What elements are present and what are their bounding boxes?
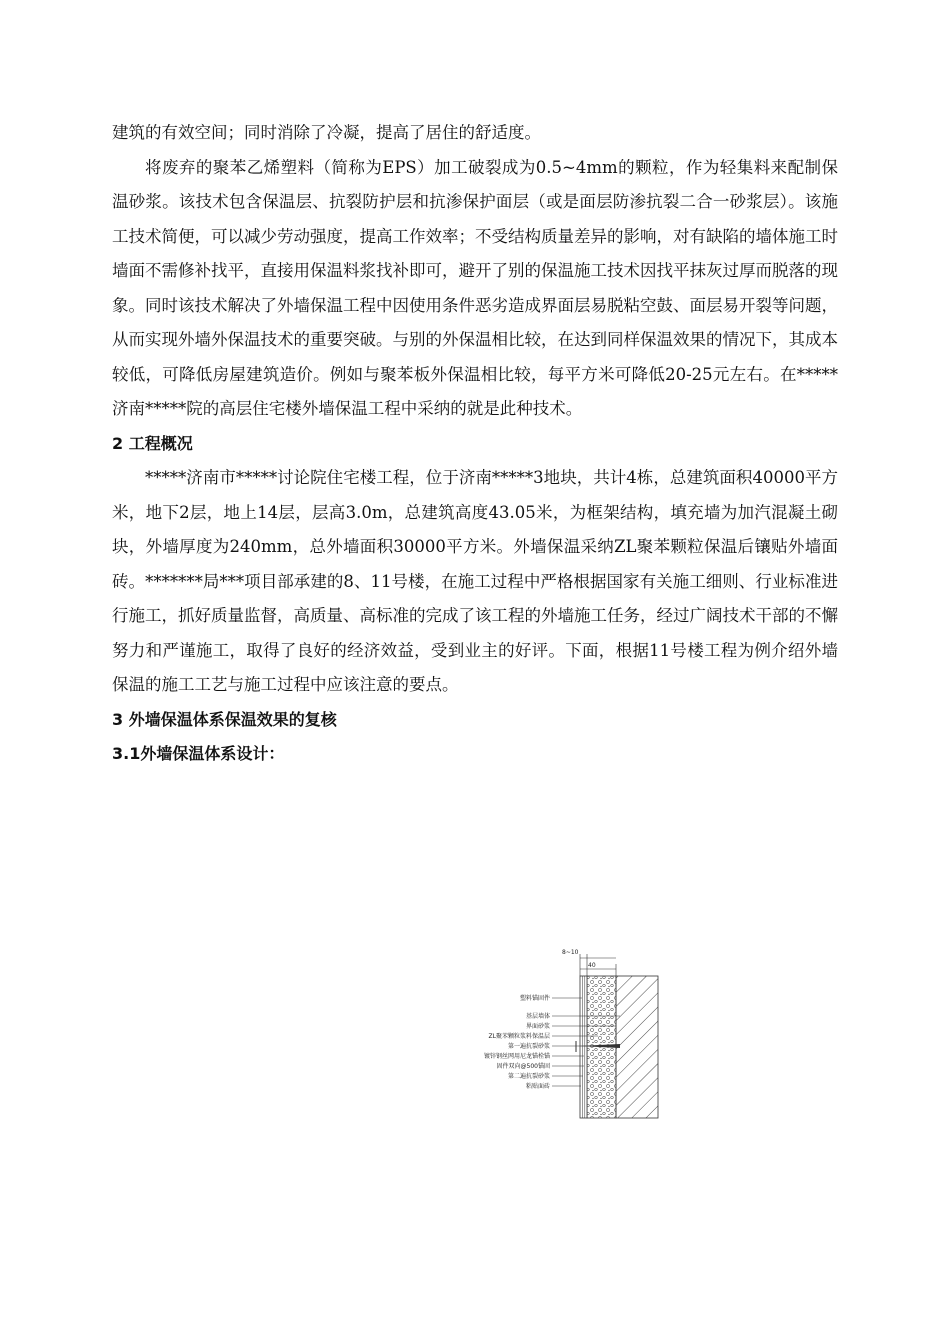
heading-insulation-check: 3 外墙保温体系保温效果的复核: [112, 709, 337, 729]
heading-project-overview: 2 工程概况: [112, 433, 193, 453]
wall-section-drawing: [470, 940, 670, 1130]
dimension-label-insulation: 40: [588, 962, 596, 969]
label-anchor-spacing: 固件双向@500锚固: [496, 1063, 550, 1070]
dimension-label-finish: 8~10: [562, 949, 579, 956]
label-interface-mortar: 界面砂浆: [525, 1023, 550, 1030]
label-second-crack-mortar: 第二遍抗裂砂浆: [507, 1073, 550, 1080]
paragraph-continued: 建筑的有效空间；同时消除了冷凝，提高了居住的舒适度。: [112, 123, 541, 142]
paragraph-project-overview: *****济南市*****讨论院住宅楼工程，位于济南*****3地块，共计4栋，总建筑面积40000平方米，地下2层，地上14层，层高3.0m，总建筑高度43.05米，为框架结构，填充墙为加汽混凝土砌块，外墙厚度为240mm，总外墙面积30000平方米。外墙保温采纳ZL聚苯颗粒保温后镶贴外墙面砖。*******局***项目部承建的8、11号楼，在施工过程中严格根据国家有关施工细则、行业标准进行施工，抓好质量监督，高质量、高标准的完成了该工程的外墙施工任务，经过广阔技术干部的不懈努力和严谨施工，取得了良好的经济效益，受到业主的好评。下面，根据11号楼工程为例介绍外墙保温的施工工艺与施工过程中应该注意的要点。: [112, 468, 838, 694]
label-steel-mesh: 镀锌钢丝网用尼龙锚栓锚: [483, 1053, 550, 1060]
base-wall: [616, 976, 658, 1118]
label-face-tile: 粘贴面砖: [525, 1083, 550, 1090]
label-insulation-layer: ZL聚苯颗粒浆料保温层: [488, 1033, 550, 1040]
heading-system-design: 3.1外墙保温体系设计：: [112, 744, 285, 763]
document-body: [112, 116, 838, 772]
label-first-crack-mortar: 第一遍抗裂砂浆: [507, 1043, 550, 1050]
wall-insulation-diagram: [470, 940, 670, 1130]
label-plastic-anchor: 塑料锚固件: [519, 995, 550, 1002]
finish-layers: [580, 976, 587, 1118]
paragraph-eps-technique: 将废弃的聚苯乙烯塑料（简称为EPS）加工破裂成为0.5~4mm的颗粒，作为轻集料来配制保温砂浆。该技术包含保温层、抗裂防护层和抗渗保护面层（或是面层防渗抗裂二合一砂浆层）。该施工技术简便，可以减少劳动强度，提高工作效率；不受结构质量差异的影响，对有缺陷的墙体施工时墙面不需修补找平，直接用保温料浆找补即可，避开了别的保温施工技术因找平抹灰过厚而脱落的现象。同时该技术解决了外墙保温工程中因使用条件恶劣造成界面层易脱粘空鼓、面层易开裂等问题，从而实现外墙外保温技术的重要突破。与别的外保温相比较，在达到同样保温效果的情况下，其成本较低，可降低房屋建筑造价。例如与聚苯板外保温相比较，每平方米可降低20-25元左右。在*****济南*****院的高层住宅楼外墙保温工程中采纳的就是此种技术。: [112, 157, 838, 418]
label-base-wall: 基层墙体: [525, 1013, 550, 1020]
